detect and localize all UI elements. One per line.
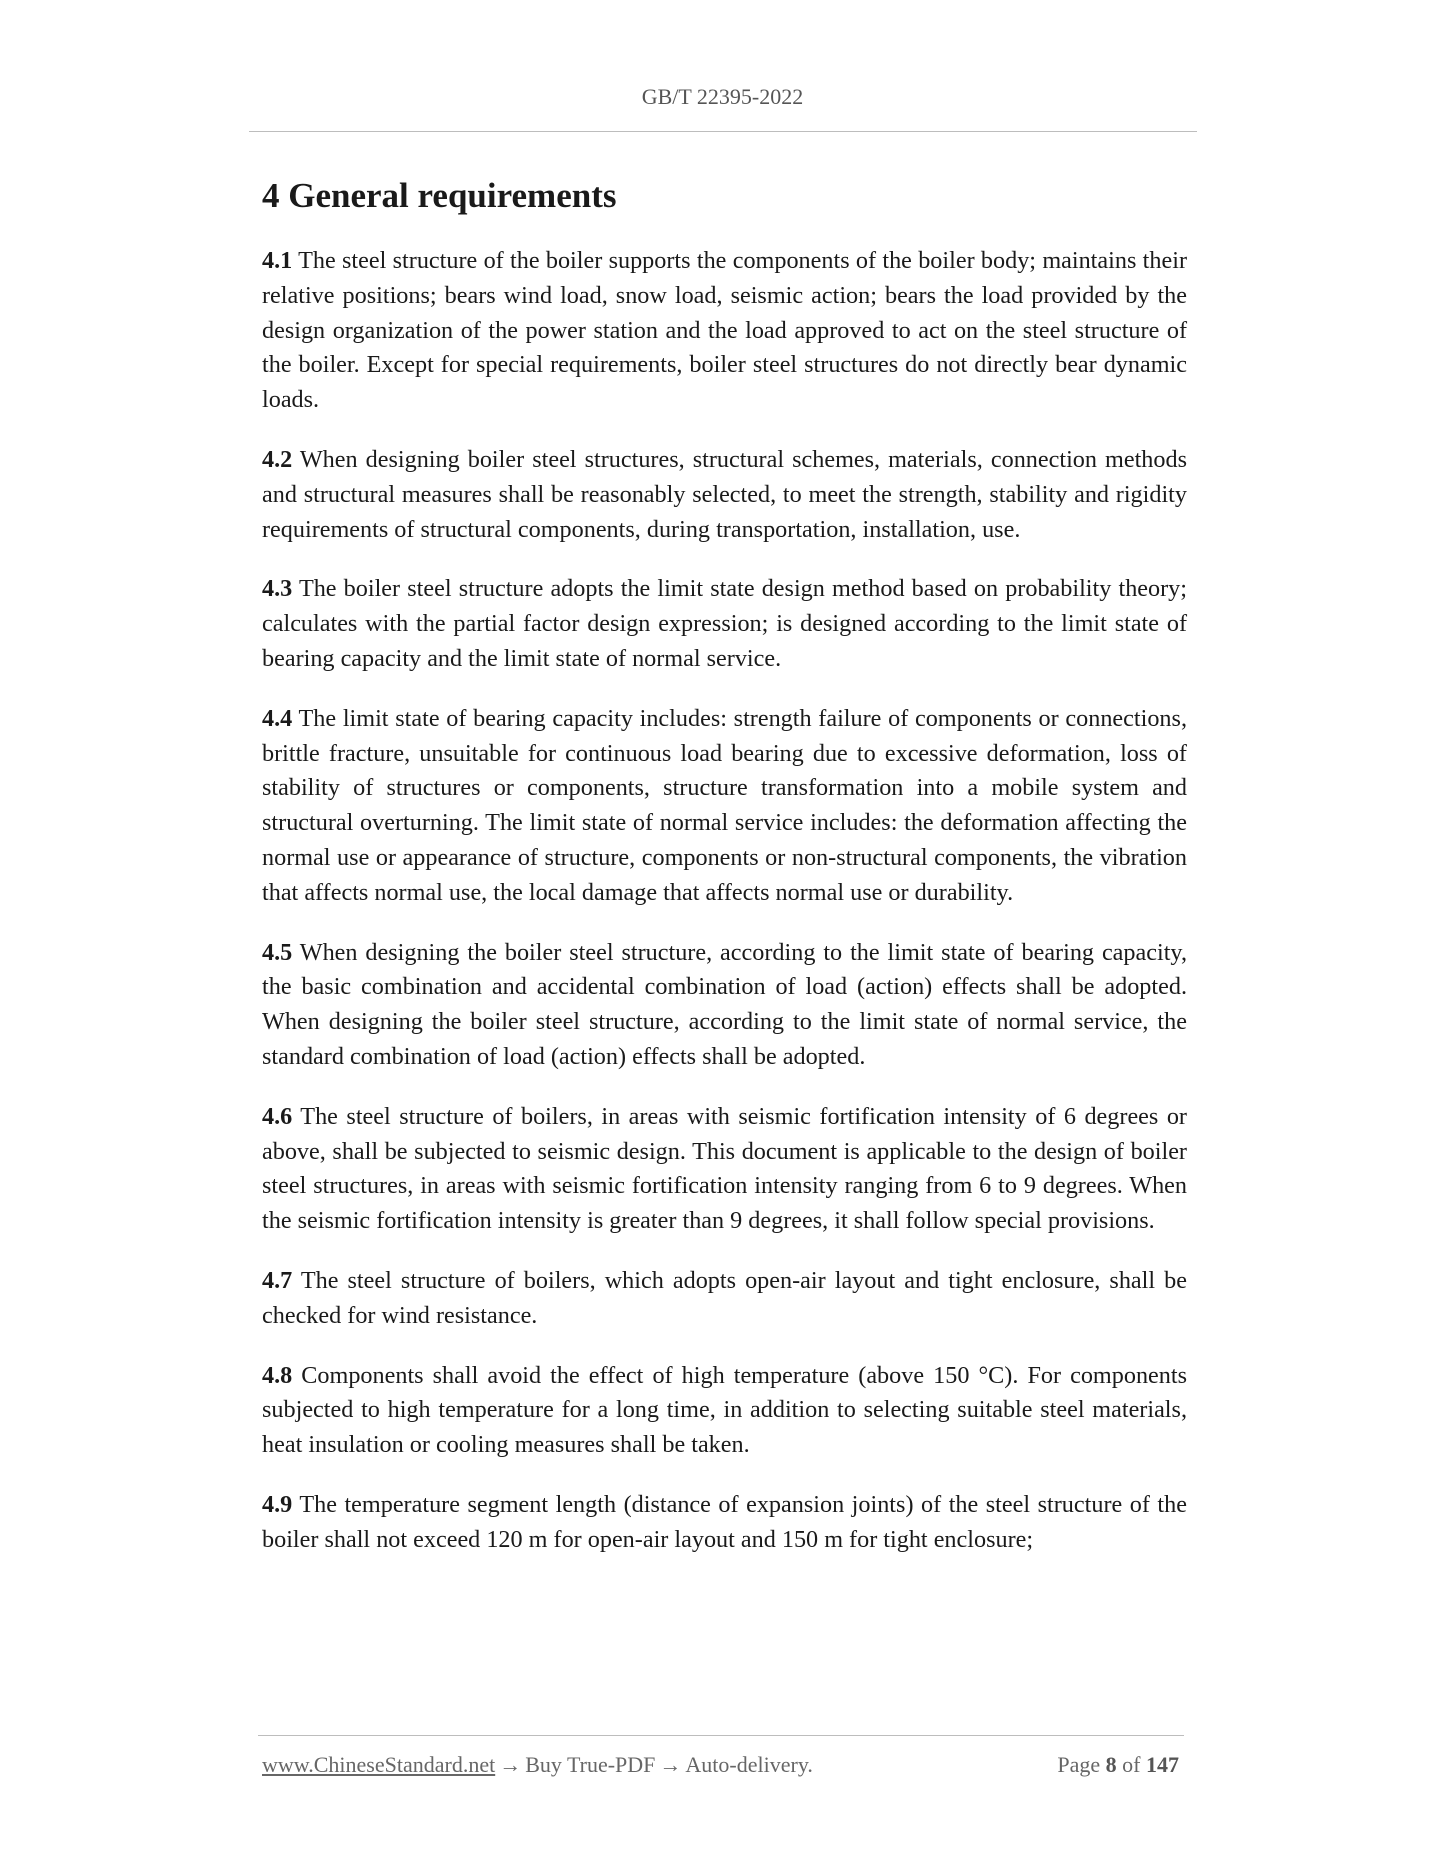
clause-4-7 [262, 1264, 1187, 1334]
clause-4-5 [262, 936, 1187, 1075]
footer-divider [258, 1735, 1184, 1736]
clause-text: Components shall avoid the effect of high temperature (above 150 °C). For components subjected to high temperature for a long time, in addition to selecting suitable steel materials, heat insulation or cooling measures shall be taken. [262, 1361, 1187, 1459]
clause-4-3 [262, 572, 1187, 676]
clause-text: The temperature segment length (distance of expansion joints) of the steel structure of the boiler shall not exceed 120 m for open-air layout and 150 m for tight enclosure; [262, 1490, 1187, 1553]
page-content [262, 176, 1187, 1583]
clause-text: When designing boiler steel structures, structural schemes, materials, connection methods and structural measures shall be reasonably selected, to meet the strength, stability and rigidity requirements of structural components, during transportation, installation, use. [262, 445, 1187, 543]
page-counter [1057, 1752, 1179, 1778]
header-divider [249, 131, 1197, 132]
arrow-right-icon: → [659, 1752, 682, 1777]
clause-number: 4.4 [262, 704, 293, 732]
total-page-number: 147 [1146, 1752, 1179, 1777]
arrow-right-icon: → [499, 1752, 522, 1777]
section-title: 4 General requirements [262, 176, 617, 215]
clause-text: The boiler steel structure adopts the limit state design method based on probability theory; calculates with the partial factor design expression; is designed according to the limit state of bearing capacity and the limit state of normal service. [262, 575, 1187, 672]
clause-4-9 [262, 1488, 1187, 1558]
clause-4-8 [262, 1359, 1187, 1463]
clause-number: 4.9 [262, 1490, 293, 1518]
clause-text: The limit state of bearing capacity includes: strength failure of components or connections, brittle fracture, unsuitable for continuous load bearing due to excessive deformation, loss of stability of structures or components, structure transformation into a mobile system and structural overturning. The limit state of normal service includes: the deformation affecting the normal use or appearance of structure, components or non-structural components, the vibration that affects normal use, the local damage that affects normal use or durability. [262, 704, 1187, 906]
clause-text: The steel structure of boilers, in areas with seismic fortification intensity of 6 degrees or above, shall be subjected to seismic design. This document is applicable to the design of boiler steel structures, in areas with seismic fortification intensity ranging from 6 to 9 degrees. When the seismic fortification intensity is greater than 9 degrees, it shall follow special provisions. [262, 1102, 1187, 1235]
current-page-number: 8 [1105, 1752, 1117, 1777]
clause-4-1 [262, 244, 1187, 418]
clause-number: 4.3 [262, 575, 293, 603]
clause-number: 4.5 [262, 938, 293, 966]
clause-text: When designing the boiler steel structure, according to the limit state of bearing capacity, the basic combination and accidental combination of load (action) effects shall be adopted. When designing the boiler steel structure, according to the limit state of normal service, the standard combination of load (action) effects shall be adopted. [262, 938, 1187, 1070]
clause-text: The steel structure of the boiler supports the components of the boiler body; maintains their relative positions; bears wind load, snow load, seismic action; bears the load provided by the design organization of the power station and the load approved to act on the steel structure of the boiler. Except for special requirements, boiler steel structures do not directly bear dynamic loads. [262, 247, 1187, 414]
clause-4-6 [262, 1100, 1187, 1239]
clause-text: The steel structure of boilers, which adopts open-air layout and tight enclosure, shall be checked for wind resistance. [262, 1266, 1187, 1329]
auto-delivery-text: Auto-delivery. [685, 1752, 813, 1777]
page-word: Page [1057, 1752, 1101, 1777]
clause-4-4 [262, 702, 1187, 911]
footer-promo [262, 1752, 813, 1778]
clause-number: 4.7 [262, 1266, 293, 1294]
page-of-word: of [1122, 1752, 1141, 1777]
clause-4-2 [262, 443, 1187, 547]
clause-number: 4.1 [262, 247, 293, 274]
clause-number: 4.2 [262, 445, 293, 473]
clause-number: 4.6 [262, 1102, 293, 1130]
site-link[interactable]: www.ChineseStandard.net [262, 1752, 496, 1777]
document-code-header: GB/T 22395-2022 [641, 84, 804, 109]
buy-true-pdf-text: Buy True-PDF [525, 1752, 656, 1777]
clause-number: 4.8 [262, 1361, 293, 1389]
